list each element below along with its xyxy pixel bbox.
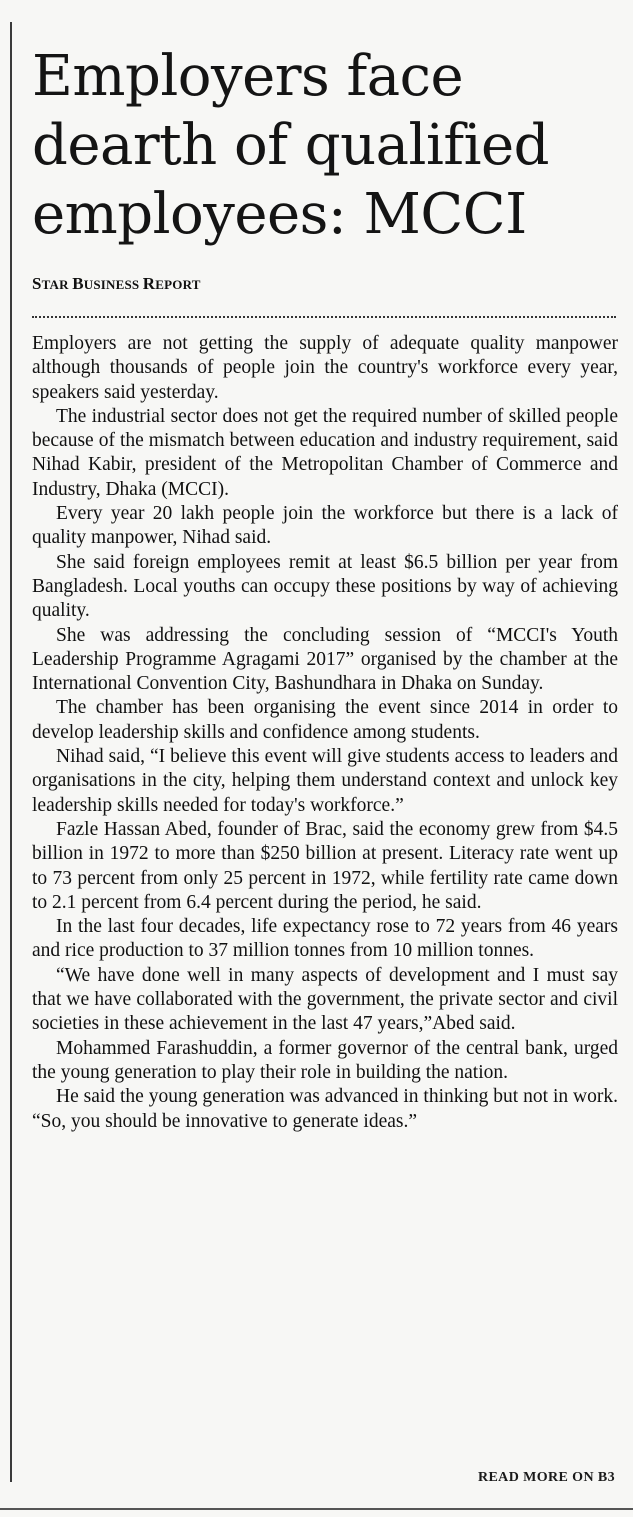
dotted-divider: [32, 316, 616, 318]
byline-initial-2: B: [72, 274, 84, 293]
column-rule-bottom: [0, 1508, 633, 1510]
paragraph: The chamber has been organising the event since 2014 in order to develop leadership skills and confidence among students.: [32, 697, 618, 743]
byline-rest-2: USINESS: [83, 277, 143, 292]
paragraph: In the last four decades, life expectancy rose to 72 years from 46 years and rice production to 37 million tonnes from 10 million tonnes.: [32, 916, 618, 962]
article-body: [32, 332, 618, 1134]
paragraph: She said foreign employees remit at least $6.5 billion per year from Bangladesh. Local youths can occupy these positions by way of achieving quality.: [32, 551, 618, 622]
headline-line-3: employees: MCCI: [32, 182, 527, 247]
paragraph: Every year 20 lakh people join the workforce but there is a lack of quality manpower, Nihad said.: [32, 503, 618, 549]
byline-rest-3: EPORT: [155, 277, 201, 292]
headline-line-2: dearth of qualified: [32, 113, 550, 178]
paragraph: Nihad said, “I believe this event will give students access to leaders and organisations in the city, helping them understand context and unlock key leadership skills needed for today's workforce.”: [32, 746, 618, 816]
column-rule-left: [10, 22, 12, 1482]
paragraph: “We have done well in many aspects of development and I must say that we have collaborated with the government, the private sector and civil societies in these achievement in the last 47 years,”Abed said.: [32, 964, 618, 1035]
byline: [32, 275, 618, 294]
paragraph: Fazle Hassan Abed, founder of Brac, said the economy grew from $4.5 billion in 1972 to more than $250 billion at present. Literacy rate went up to 73 percent from only 25 percent in 1972, while fertility rate came down to 2.1 percent from 6.4 percent during the period, he said.: [32, 818, 618, 913]
headline: [32, 42, 618, 249]
byline-initial-1: S: [32, 274, 42, 293]
byline-initial-3: R: [142, 274, 156, 293]
paragraph: She was addressing the concluding session of “MCCI's Youth Leadership Programme Agragami 2017” organised by the chamber at the International Convention City, Bashundhara in Dhaka on Sunday.: [32, 624, 618, 695]
paragraph: Employers are not getting the supply of adequate quality manpower although thousands of people join the country's workforce every year, speakers said yesterday.: [32, 333, 618, 403]
paragraph: He said the young generation was advanced in thinking but not in work. “So, you should be innovative to generate ideas.”: [32, 1086, 618, 1132]
byline-rest-1: TAR: [41, 277, 73, 292]
paragraph: Mohammed Farashuddin, a former governor of the central bank, urged the young generation to play their role in building the nation.: [32, 1037, 618, 1083]
paragraph: The industrial sector does not get the required number of skilled people because of the mismatch between education and industry requirement, said Nihad Kabir, president of the Metropolitan Chamber of Commerce and Industry, Dhaka (MCCI).: [32, 405, 618, 500]
read-more-link[interactable]: READ MORE ON B3: [477, 1470, 615, 1485]
headline-line-1: Employers face: [32, 44, 464, 109]
article: [32, 42, 618, 1134]
